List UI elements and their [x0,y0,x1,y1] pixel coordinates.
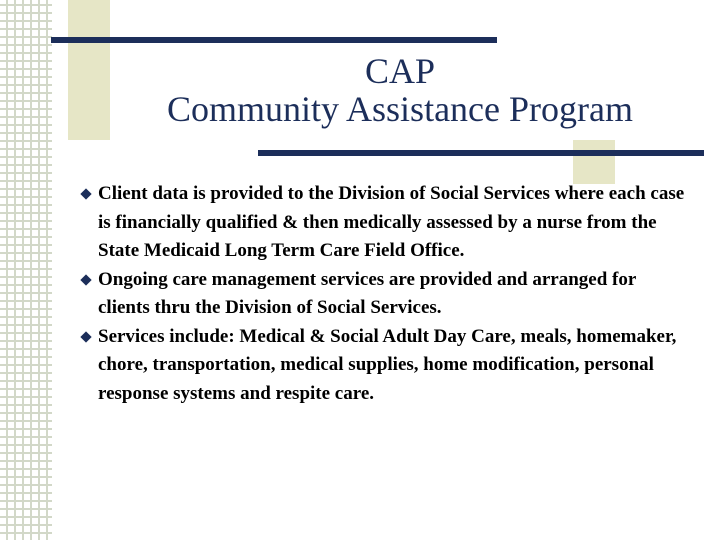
bullet-text: Services include: Medical & Social Adult Day Care, meals, homemaker, chore, transportation, medical supplies, home modification, personal response systems and respite care. [98,325,677,404]
bullet-list [78,180,688,408]
bullet-text: Ongoing care management services are provided and arranged for clients thru the Division of Social Services. [98,268,636,318]
bullet-item-care-management [78,266,688,323]
bullet-text: Client data is provided to the Division of Social Services where each case is financially qualified & then medically assessed by a nurse from the State Medicaid Long Term Care Field Office. [98,183,685,261]
bullet-item-services [78,323,688,409]
grid-pattern-decoration [0,0,52,540]
title-line-full-name: Community Assistance Program [167,89,633,129]
accent-block-bottom [573,140,615,184]
title-rule-top [51,37,497,43]
accent-block-top [68,0,110,140]
diamond-bullet-icon [80,274,91,285]
bullet-item-client-data [78,180,688,266]
title-line-acronym: CAP [364,51,436,91]
diamond-bullet-icon [80,188,91,199]
slide-title [120,52,680,128]
diamond-bullet-icon [80,331,91,342]
title-rule-bottom [258,150,704,156]
